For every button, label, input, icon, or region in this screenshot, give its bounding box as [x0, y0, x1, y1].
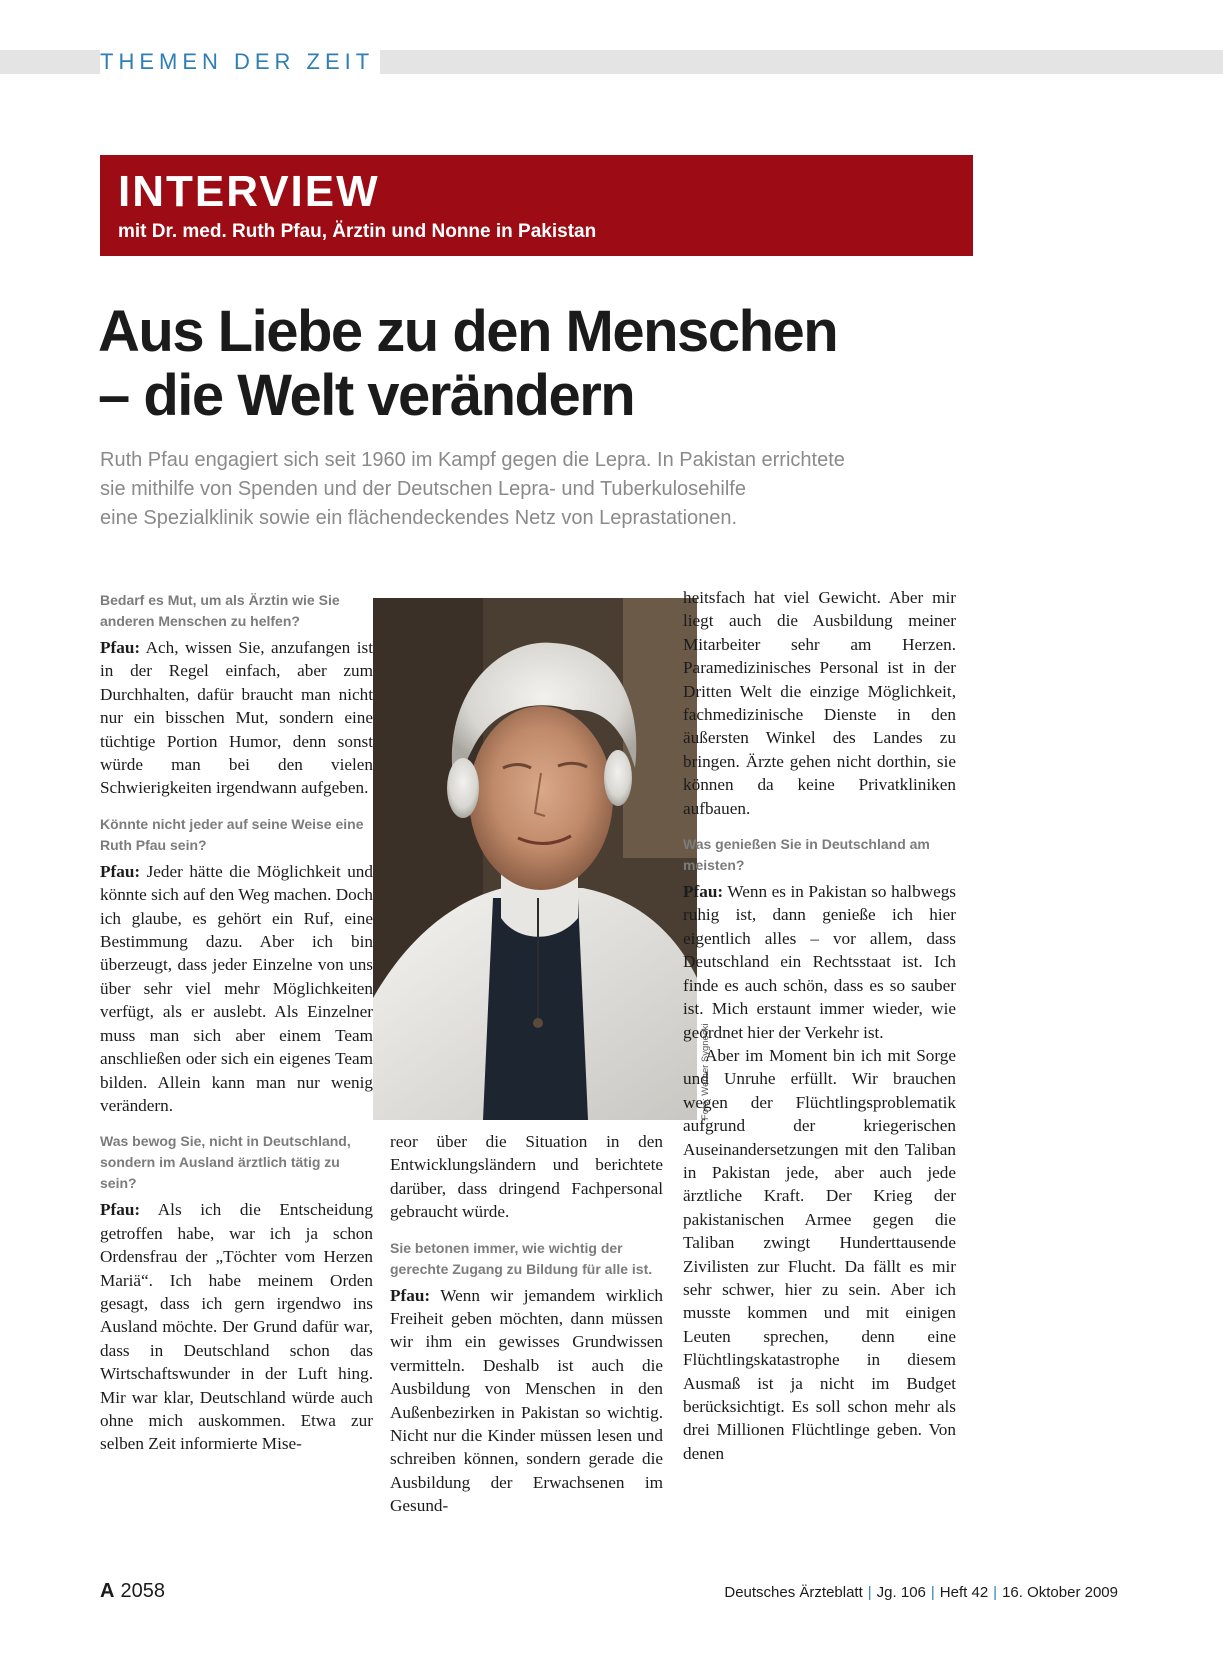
paragraph: Aber im Moment bin ich mit Sorge und Unruhe erfüllt. Wir brauchen wegen der Flüchtlingsproblematik aufgrund der kriegerischen Auseinandersetzungen mit den Taliban in Pakistan jede, aber auch jede ärztliche Kraft. Der Krieg der pakistanischen Armee gegen die Taliban zwingt Hunderttausende Zivilisten zur Flucht. Da fällt es mir sehr schwer, hier zu sein. Aber ich musste kommen und mit einigen Leuten sprechen, denn eine Flüchtlingskatastrophe in diesem Ausmaß ist ja nicht im Budget berücksichtigt. Es soll schon mehr als drei Millionen Flüchtlinge geben. Von denen — [683, 1045, 956, 1463]
separator: | — [930, 1584, 935, 1601]
lead-line-2: sie mithilfe von Spenden und der Deutschen Lepra- und Tuberkulosehilfe — [100, 478, 746, 500]
journal-name: Deutsches Ärzteblatt — [724, 1584, 863, 1601]
page-number — [100, 1580, 165, 1603]
interview-answer — [100, 636, 373, 800]
interview-answer — [390, 1284, 663, 1518]
portrait-photo — [373, 598, 697, 1120]
journal-date: 16. Oktober 2009 — [1002, 1584, 1118, 1601]
answer-text: Als ich die Entscheidung getroffen habe, war ich ja schon Ordensfrau der „Töchter vom Herzen Mariä“. Ich habe meinem Orden gesagt, dass ich gern irgendwo ins Ausland möchte. Der Grund dafür war, dass in Deutschland schon das Wirtschaftswunder in der Luft hing. Mir war klar, Deutschland würde auch ohne mich auskommen. Etwa zur selben Zeit informierte Mise- — [100, 1200, 373, 1454]
continued-text: reor über die Situation in den Entwicklungsländern und berichtete darüber, dass dringend Fachpersonal gebraucht würde. — [390, 1132, 663, 1222]
photo-credit: Foto: Werner Sygnecki — [700, 1023, 711, 1120]
interview-answer — [683, 880, 956, 1044]
continued-text: heitsfach hat viel Gewicht. Aber mir liegt auch die Ausbildung meiner Mitarbeiter sehr am Herzen. Paramedizinisches Personal ist in der Dritten Welt die einzige Möglichkeit, fachmedizinische Dienste in den äußersten Winkel des Landes zu bringen. Ärzte gehen nicht dorthin, sie können da keine Privatkliniken aufbauen. — [683, 588, 956, 818]
separator: | — [867, 1584, 872, 1601]
journal-issue: Heft 42 — [939, 1584, 989, 1601]
portrait-illustration — [373, 598, 697, 1120]
separator: | — [993, 1584, 998, 1601]
speaker-label: Pfau: — [390, 1285, 431, 1305]
answer-text: Wenn es in Pakistan so halbwegs ruhig ist, dann genieße ich hier eigentlich alles – vor allem, dass Deutschland ein Rechtsstaat ist. Ich finde es auch schön, dass es so sauber ist. Mich erstaunt immer wieder, wie geordnet hier der Verkehr ist. — [683, 882, 956, 1042]
answer-text: Wenn wir jemandem wirklich Freiheit geben möchten, dann müssen wir ihm ein gewisses Grundwissen vermitteln. Deshalb ist auch die Ausbildung von Menschen in den Außenbezirken in Pakistan so wichtig. Nicht nur die Kinder müssen lesen und schreiben können, sondern gerade die Ausbildung der Erwachsenen im Gesund- — [390, 1285, 663, 1516]
interview-answer — [100, 860, 373, 1117]
answer-text: Ach, wissen Sie, anzufangen ist in der Regel einfach, aber zum Durchhalten, dafür braucht man nicht nur ein bisschen Mut, sondern eine tüchtige Portion Humor, denn sonst würde man bei den vielen Schwierigkeiten irgendwann aufgeben. — [100, 638, 373, 798]
article-lead — [100, 446, 960, 533]
interview-answer — [100, 1198, 373, 1455]
interview-question: Was bewog Sie, nicht in Deutschland, sondern im Ausland ärztlich tätig zu sein? — [100, 1133, 351, 1192]
interview-question: Bedarf es Mut, um als Ärztin wie Sie anderen Menschen zu helfen? — [100, 592, 340, 629]
journal-volume: Jg. 106 — [876, 1584, 926, 1601]
lead-line-1: Ruth Pfau engagiert sich seit 1960 im Kampf gegen die Lepra. In Pakistan errichtete — [100, 449, 845, 471]
banner-subtitle: mit Dr. med. Ruth Pfau, Ärztin und Nonne in Pakistan — [118, 221, 597, 242]
interview-question: Sie betonen immer, wie wichtig der gerechte Zugang zu Bildung für alle ist. — [390, 1239, 653, 1277]
interview-question: Könnte nicht jeder auf seine Weise eine Ruth Pfau sein? — [100, 815, 364, 853]
lead-line-3: eine Spezialklinik sowie ein flächendeckendes Netz von Leprastationen. — [100, 507, 738, 529]
text-column-1 — [100, 590, 373, 1456]
page-prefix: A — [100, 1580, 115, 1602]
headline-line-2: – die Welt verändern — [98, 363, 635, 428]
answer-text: Jeder hätte die Möglichkeit und könnte sich auf den Weg machen. Doch ich glaube, es gehört ein Ruf, eine Bestimmung dazu. Aber ich bin überzeugt, dass jeder Einzelne von uns über sehr viel mehr Möglichkeiten verfügt, als er auslebt. Als Einzelner muss man sich aber einem Team anschließen oder sich ein eigenes Team bilden. Allein kann man nur wenig verändern. — [100, 861, 373, 1115]
banner-title: INTERVIEW — [118, 167, 380, 216]
section-rubric: THEMEN DER ZEIT — [100, 50, 380, 74]
page-number-value: 2058 — [120, 1580, 165, 1602]
speaker-label: Pfau: — [100, 861, 141, 881]
text-column-2 — [390, 1130, 663, 1518]
speaker-label: Pfau: — [100, 1200, 141, 1220]
headline-line-1: Aus Liebe zu den Menschen — [98, 299, 838, 364]
interview-banner — [100, 155, 973, 256]
interview-question: Was genießen Sie in Deutschland am meisten? — [683, 836, 930, 874]
speaker-label: Pfau: — [100, 638, 141, 657]
text-column-3 — [683, 586, 956, 1465]
article-headline — [98, 300, 998, 428]
journal-reference — [724, 1584, 1118, 1601]
speaker-label: Pfau: — [683, 882, 724, 902]
